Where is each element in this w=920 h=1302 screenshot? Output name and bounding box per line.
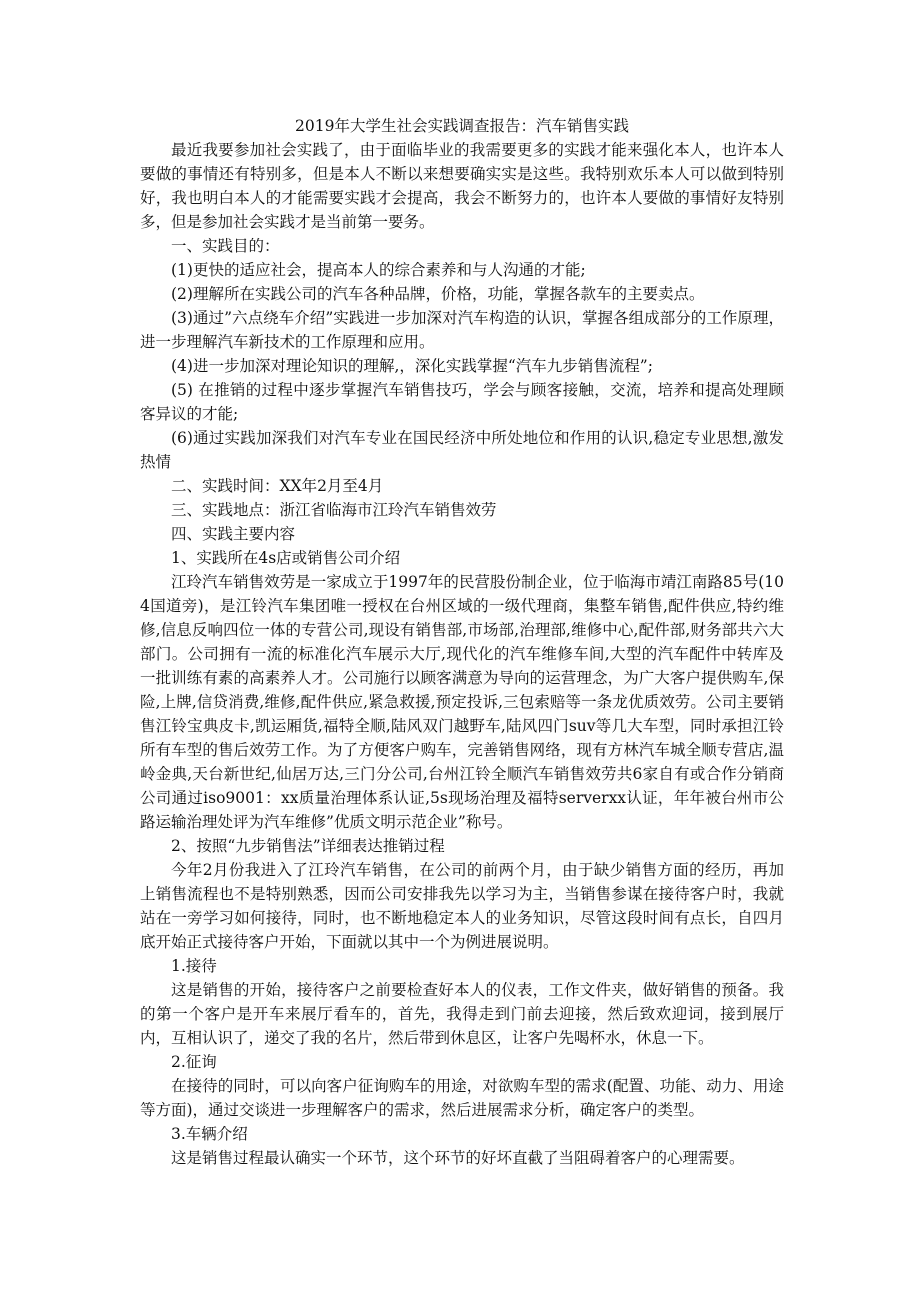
document-body: [140, 114, 784, 1170]
section-heading-location: 三、实践地点：浙江省临海市江玲汽车销售效劳: [171, 501, 497, 519]
purpose-item-3: (3)通过”六点绕车介绍”实践进一步加深对汽车构造的认识，掌握各组成部分的工作原理，进一步理解汽车新技术的工作原理和应用。: [140, 309, 784, 351]
step-heading-vehicle: 3.车辆介绍: [171, 1125, 248, 1143]
purpose-item-2: (2)理解所在实践公司的汽车各种品牌，价格，功能，掌握各款车的主要卖点。: [171, 285, 705, 303]
subsection-heading-company: 1、实践所在4s店或销售公司介绍: [171, 549, 401, 567]
step-heading-reception: 1.接待: [171, 957, 217, 975]
purpose-item-1: (1)更快的适应社会，提高本人的综合素养和与人沟通的才能;: [171, 261, 586, 279]
intro-paragraph: 最近我要参加社会实践了，由于面临毕业的我需要更多的实践才能来强化本人，也许本人要做的事情还有特别多，但是本人不断以来想要确实实是这些。我特别欢乐本人可以做到特别好，我也明白本人的才能需要实践才会提高，我会不断努力的，也许本人要做的事情好友特别多，但是参加社会实践才是当前第一要务。: [140, 141, 784, 231]
section-heading-purpose: 一、实践目的：: [171, 237, 280, 255]
purpose-item-6: (6)通过实践加深我们对汽车专业在国民经济中所处地位和作用的认识,稳定专业思想,激发热情: [140, 429, 784, 471]
process-intro-paragraph: 今年2月份我进入了江玲汽车销售，在公司的前两个月，由于缺少销售方面的经历，再加上销售流程也不是特别熟悉，因而公司安排我先以学习为主，当销售参谋在接待客户时，我就站在一旁学习如何接待，同时，也不断地稳定本人的业务知识，尽管这段时间有点长，自四月底开始正式接待客户开始，下面就以其中一个为例进展说明。: [140, 861, 784, 951]
company-intro-paragraph: 江玲汽车销售效劳是一家成立于1997年的民营股份制企业，位于临海市靖江南路85号(104国道旁)，是江铃汽车集团唯一授权在台州区域的一级代理商，集整车销售,配件供应,特约维修,信息反响四位一体的专营公司,现设有销售部,市场部,治理部,维修中心,配件部,财务部共六大部门。公司拥有一流的标准化汽车展示大厅,现代化的汽车维修车间,大型的汽车配件中转库及一批训练有素的高素养人才。公司施行以顾客满意为导向的运营理念，为广大客户提供购车,保险,上牌,信贷消费,维修,配件供应,紧急救援,预定投诉,三包索赔等一条龙优质效劳。公司主要销售江铃宝典皮卡,凯运厢货,福特全顺,陆风双门越野车,陆风四门suv等几大车型，同时承担江铃所有车型的售后效劳工作。为了方便客户购车，完善销售网络，现有方林汽车城全顺专营店,温岭金典,天台新世纪,仙居万达,三门分公司,台州江铃全顺汽车销售效劳共6家自有或合作分销商公司通过iso9001：xx质量治理体系认证,5s现场治理及福特serverxx认证，年年被台州市公路运输治理处评为汽车维修”优质文明示范企业”称号。: [140, 573, 784, 831]
section-heading-content: 四、实践主要内容: [171, 525, 296, 543]
step-heading-inquiry: 2.征询: [171, 1053, 217, 1071]
document-title: 2019年大学生社会实践调查报告：汽车销售实践: [295, 117, 629, 135]
purpose-item-4: (4)进一步加深对理论知识的理解,，深化实践掌握“汽车九步销售流程”;: [171, 357, 653, 375]
step-paragraph-inquiry: 在接待的同时，可以向客户征询购车的用途，对欲购车型的需求(配置、功能、动力、用途等方面)，通过交谈进一步理解客户的需求，然后进展需求分析，确定客户的类型。: [140, 1077, 784, 1119]
subsection-heading-process: 2、按照“九步销售法”详细表达推销过程: [171, 837, 445, 855]
section-heading-time: 二、实践时间：XX年2月至4月: [171, 477, 384, 495]
purpose-item-5: (5) 在推销的过程中逐步掌握汽车销售技巧，学会与顾客接触，交流，培养和提高处理顾客异议的才能;: [140, 381, 784, 423]
step-paragraph-vehicle: 这是销售过程最认确实一个环节，这个环节的好坏直截了当阻碍着客户的心理需要。: [171, 1149, 745, 1167]
step-paragraph-reception: 这是销售的开始，接待客户之前要检查好本人的仪表，工作文件夹，做好销售的预备。我的第一个客户是开车来展厅看车的，首先，我得走到门前去迎接，然后致欢迎词，接到展厅内，互相认识了，递交了我的名片，然后带到休息区，让客户先喝杯水，休息一下。: [140, 981, 784, 1047]
